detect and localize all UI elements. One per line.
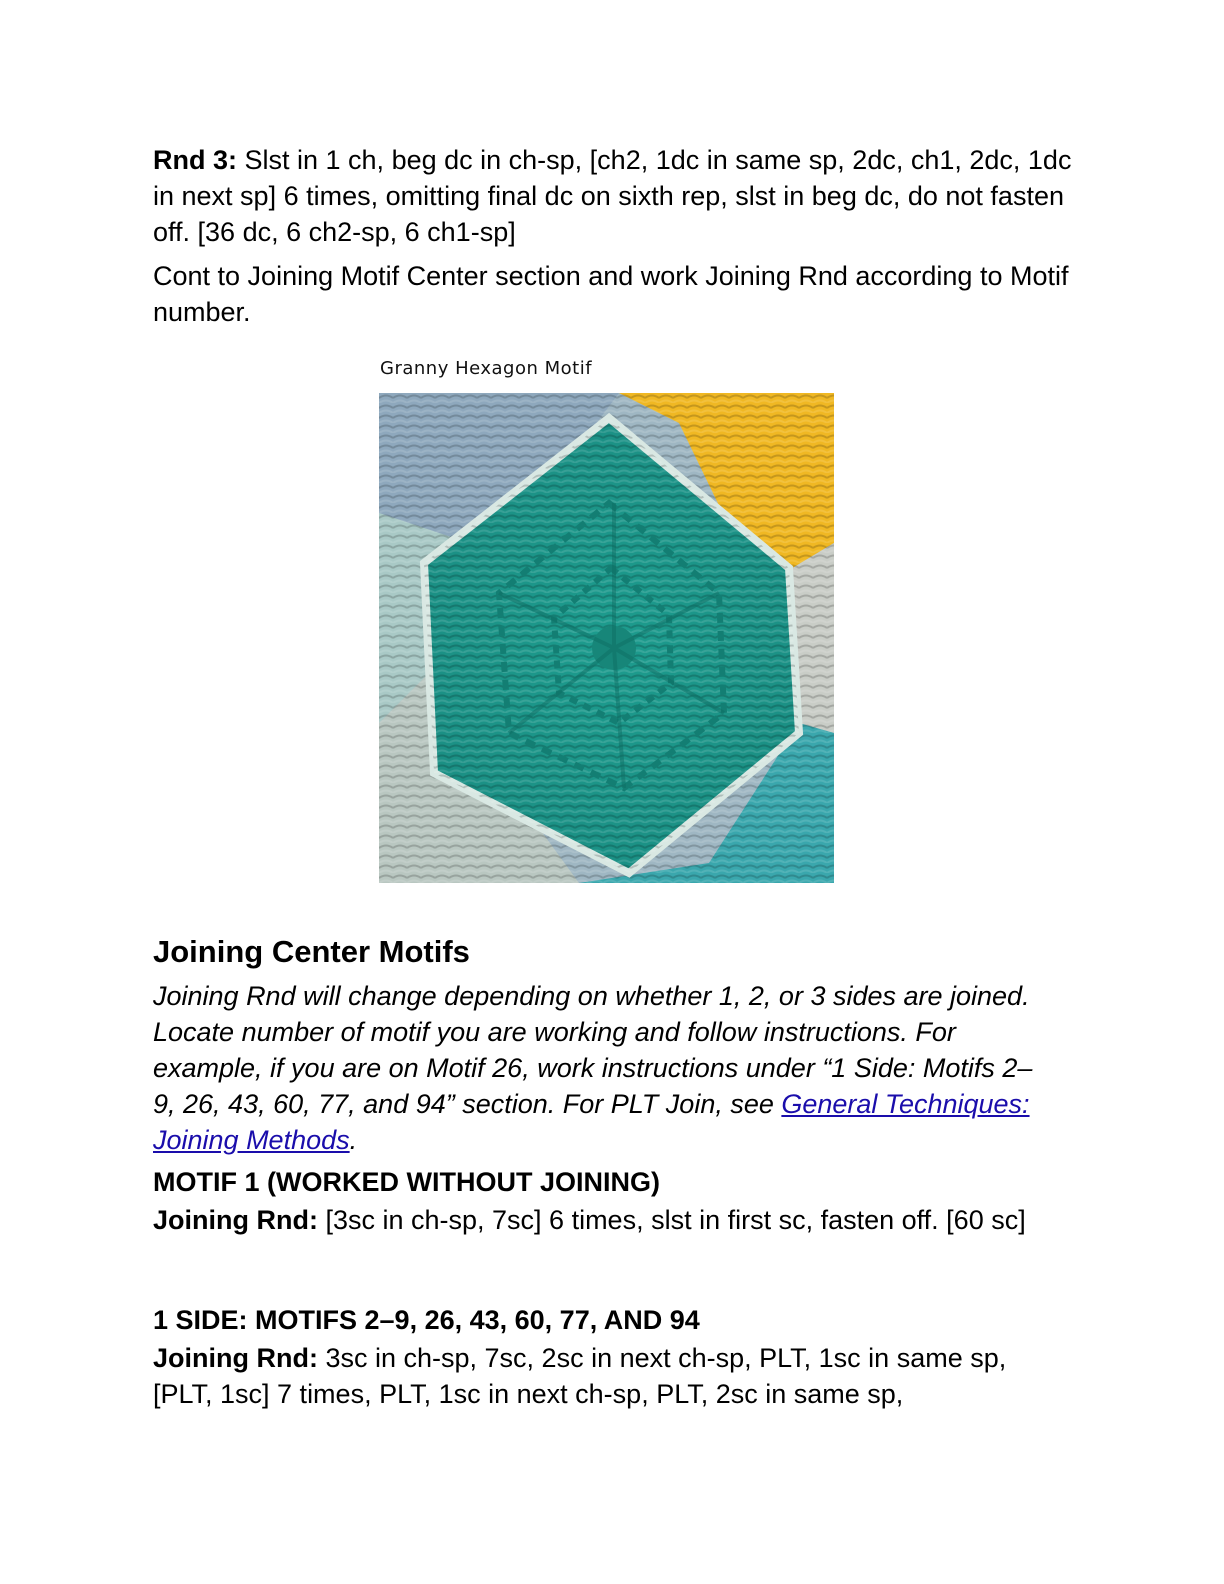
intro-end: . [349, 1125, 358, 1155]
side1-section [153, 1302, 1053, 1412]
motif1-title: MOTIF 1 (WORKED WITHOUT JOINING) [153, 1167, 660, 1197]
granny-hexagon-photo [379, 393, 834, 883]
intro-paragraph [153, 978, 1053, 1158]
continue-paragraph: Cont to Joining Motif Center section and work Joining Rnd according to Motif number. [153, 261, 1069, 327]
intro-text: Joining Rnd will change depending on whether 1, 2, or 3 sides are joined. Locate number of motif you are working and follow instructions. For example, if you are on Motif 26, work instructions under “1 Side: Motifs 2–9, 26, 43, 60, 77, and 94” section. For PLT Join, see [153, 981, 1033, 1119]
side1-text: 3sc in ch-sp, 7sc, 2sc in next ch-sp, PLT, 1sc in same sp, [PLT, 1sc] 7 times, PLT, 1sc in next ch-sp, PLT, 2sc in same sp, [153, 1343, 1007, 1409]
side1-instructions [153, 1340, 1053, 1412]
motif1-instructions [153, 1202, 1053, 1238]
section-heading: Joining Center Motifs [153, 934, 470, 969]
motif1-section [153, 1164, 1053, 1238]
rnd3-label: Rnd 3: [153, 145, 237, 175]
joining-methods-link[interactable]: General Techniques: Joining Methods [153, 1089, 1030, 1155]
rnd3-paragraph [153, 142, 1073, 250]
side1-label: Joining Rnd: [153, 1343, 318, 1373]
figure-caption: Granny Hexagon Motif [380, 358, 593, 379]
rnd3-text: Slst in 1 ch, beg dc in ch-sp, [ch2, 1dc in same sp, 2dc, ch1, 2dc, 1dc in next sp] 6 times, omitting final dc on sixth rep, slst in beg dc, do not fasten off. [36 dc, 6 ch2-sp, 6 ch1-sp] [153, 145, 1072, 247]
motif1-text: [3sc in ch-sp, 7sc] 6 times, slst in first sc, fasten off. [60 sc] [317, 1205, 1026, 1235]
side1-title: 1 SIDE: MOTIFS 2–9, 26, 43, 60, 77, AND 94 [153, 1305, 700, 1335]
motif1-label: Joining Rnd: [153, 1205, 318, 1235]
motif-figure [379, 358, 834, 883]
page-body [153, 142, 1073, 330]
